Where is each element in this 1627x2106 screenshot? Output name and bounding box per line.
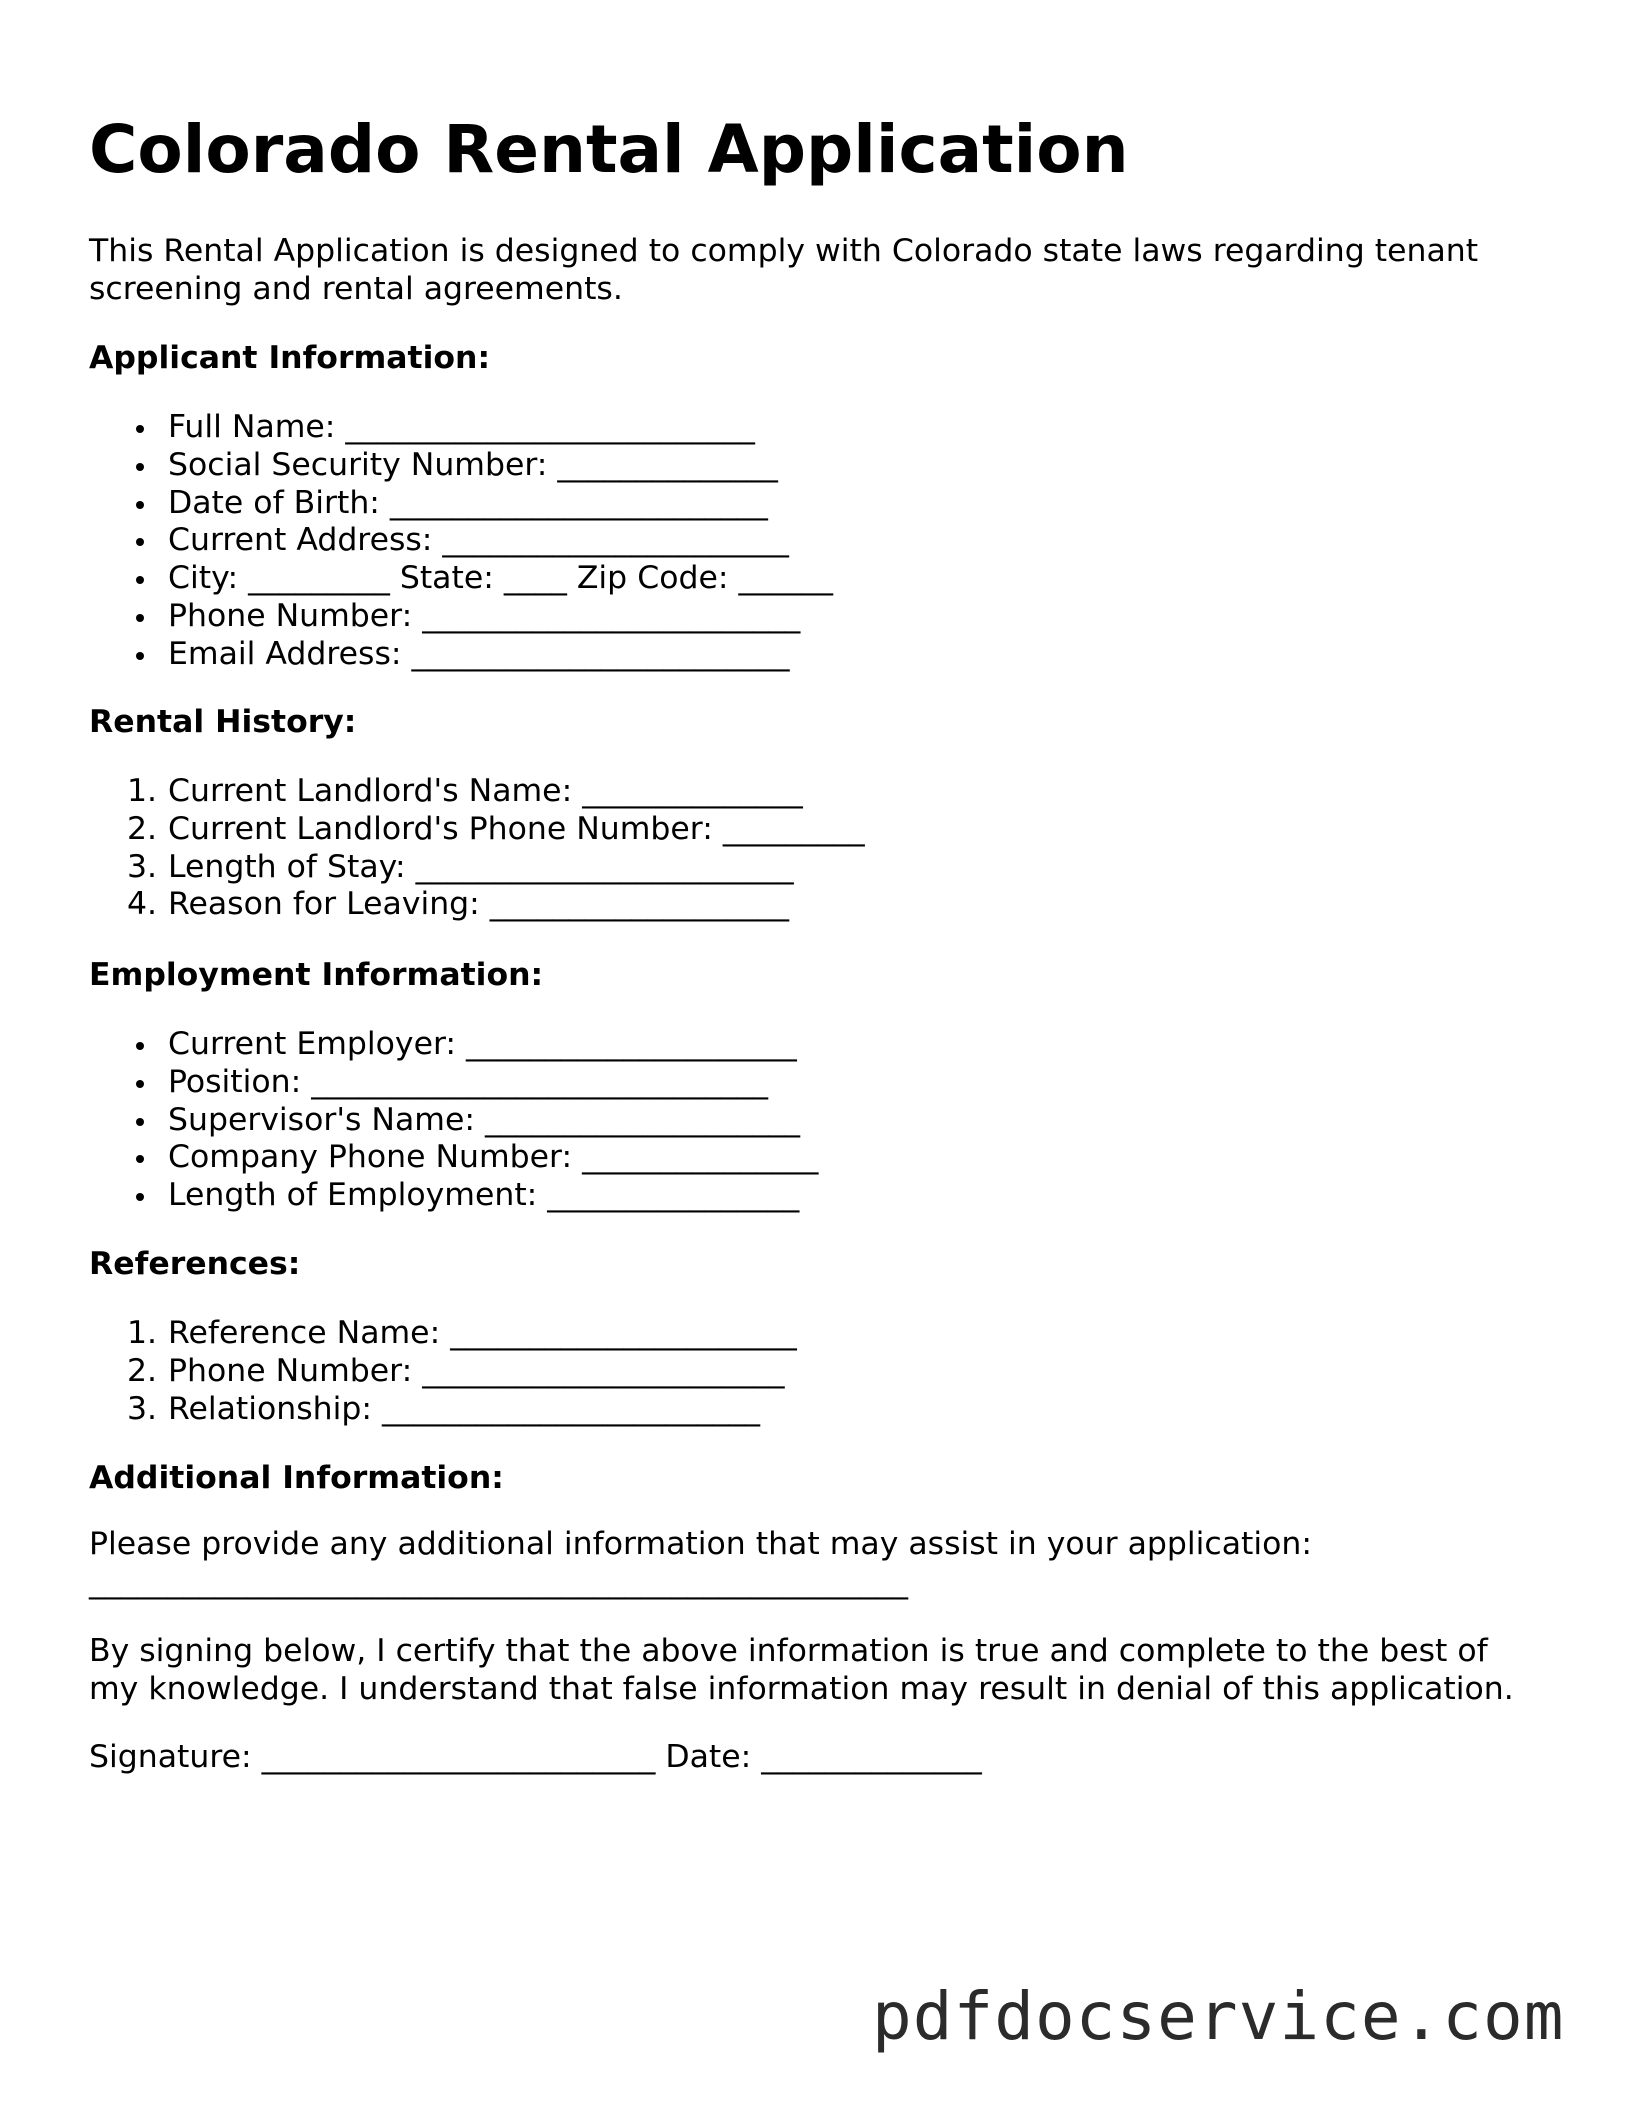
current-employer-field[interactable]: Current Employer: _____________________: [89, 1026, 818, 1064]
applicant-heading: Applicant Information:: [89, 340, 491, 376]
field-label: Current Landlord's Phone Number: _________: [168, 810, 865, 847]
intro-paragraph: [89, 233, 1549, 308]
employment-list: [89, 1026, 818, 1215]
rental-history-heading: Rental History:: [89, 704, 357, 740]
length-of-employment-field[interactable]: Length of Employment: ________________: [89, 1177, 818, 1215]
phone-number-field[interactable]: Phone Number: ________________________: [89, 598, 833, 636]
field-label: Current Landlord's Name: ______________: [168, 773, 803, 809]
certification-line-2: my knowledge. I understand that false information may result in denial of this application.: [89, 1670, 1514, 1707]
references-list: [89, 1315, 797, 1428]
page-title: Colorado Rental Application: [89, 111, 1129, 188]
supervisor-name-field[interactable]: Supervisor's Name: ____________________: [89, 1102, 818, 1140]
list-number: 1.: [127, 1315, 158, 1351]
full-name-field[interactable]: Full Name: __________________________: [89, 409, 833, 447]
list-number: 1.: [127, 773, 158, 809]
intro-line-1: This Rental Application is designed to comply with Colorado state laws regarding tenant: [89, 233, 1479, 269]
landlord-phone-field[interactable]: [89, 811, 865, 849]
current-address-field[interactable]: Current Address: ______________________: [89, 522, 833, 560]
list-number: 2.: [127, 1352, 158, 1389]
field-label: Length of Stay: ________________________: [168, 848, 794, 885]
certification-line-1: By signing below, I certify that the above information is true and complete to the best of: [89, 1633, 1488, 1669]
list-number: 4.: [127, 886, 158, 923]
company-phone-field[interactable]: Company Phone Number: _______________: [89, 1139, 818, 1177]
city-state-zip-field[interactable]: City: _________ State: ____ Zip Code: ______: [89, 560, 833, 598]
watermark: pdfdocservice.com: [872, 1978, 1565, 2055]
field-label: Reason for Leaving: ___________________: [168, 886, 790, 923]
field-label: Reference Name: ______________________: [168, 1315, 797, 1351]
length-of-stay-field[interactable]: [89, 849, 865, 887]
applicant-list: [89, 409, 833, 674]
intro-line-2: screening and rental agreements.: [89, 270, 623, 307]
references-heading: References:: [89, 1246, 301, 1282]
additional-prompt: Please provide any additional information that may assist in your application:: [89, 1526, 1312, 1562]
relationship-field[interactable]: [89, 1391, 797, 1429]
list-number: 3.: [127, 848, 158, 885]
ssn-field[interactable]: Social Security Number: ______________: [89, 447, 833, 485]
additional-info-field[interactable]: ____________________________________________________: [89, 1563, 908, 1600]
additional-info-paragraph: [89, 1526, 1312, 1601]
reference-phone-field[interactable]: [89, 1353, 797, 1391]
list-number: 3.: [127, 1390, 158, 1427]
landlord-name-field[interactable]: [89, 773, 865, 811]
reason-for-leaving-field[interactable]: [89, 886, 865, 924]
date-of-birth-field[interactable]: Date of Birth: ________________________: [89, 485, 833, 523]
list-number: 2.: [127, 810, 158, 847]
email-address-field[interactable]: Email Address: ________________________: [89, 636, 833, 674]
rental-history-list: [89, 773, 865, 924]
reference-name-field[interactable]: [89, 1315, 797, 1353]
certification-paragraph: [89, 1633, 1514, 1708]
signature-date-field[interactable]: Signature: _________________________ Date: ______________: [89, 1739, 982, 1775]
field-label: Phone Number: _______________________: [168, 1352, 785, 1389]
position-field[interactable]: Position: _____________________________: [89, 1064, 818, 1102]
additional-heading: Additional Information:: [89, 1460, 504, 1496]
employment-heading: Employment Information:: [89, 957, 544, 993]
field-label: Relationship: ________________________: [168, 1390, 760, 1427]
